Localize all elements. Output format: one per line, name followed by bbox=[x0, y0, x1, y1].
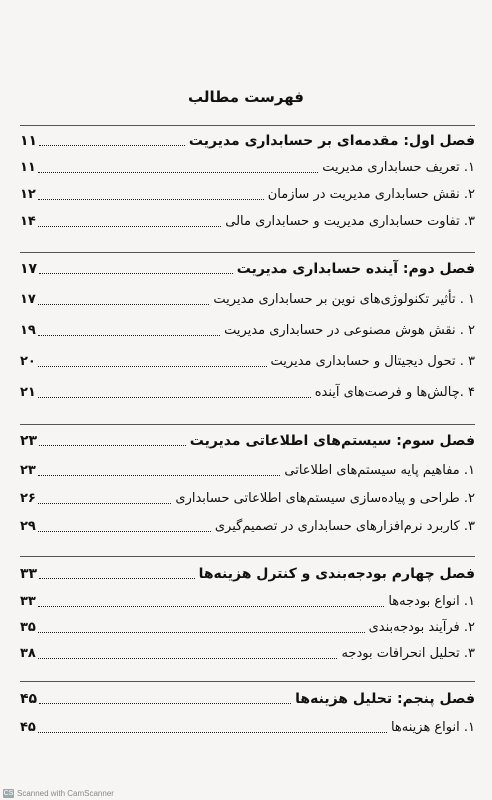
leader-dots bbox=[38, 397, 311, 398]
toc-item bbox=[20, 641, 475, 663]
toc-item-label: ۱. انواع بودجه‌ها bbox=[388, 594, 475, 609]
leader-dots bbox=[38, 335, 220, 336]
chapter-heading: فصل دوم: آینده حسابداری مدیریت bbox=[236, 261, 475, 277]
page-number: ۴۵ bbox=[20, 691, 38, 707]
toc-item bbox=[20, 287, 475, 309]
toc-item-label: ۱. مفاهیم پایه سیستم‌های اطلاعاتی bbox=[284, 463, 475, 478]
chapter-separator bbox=[20, 424, 475, 425]
chapter-separator bbox=[20, 125, 475, 126]
toc-item bbox=[20, 514, 475, 536]
page-number: ۱۲ bbox=[20, 187, 36, 202]
toc-item bbox=[20, 155, 475, 177]
toc-item bbox=[20, 209, 475, 231]
page-number: ۲۱ bbox=[20, 385, 36, 400]
leader-dots bbox=[38, 732, 387, 733]
leader-dots bbox=[39, 578, 195, 579]
chapter-separator bbox=[20, 252, 475, 253]
page-number: ۲۶ bbox=[20, 491, 36, 506]
leader-dots bbox=[38, 531, 211, 532]
page-number: ۱۷ bbox=[20, 261, 38, 277]
page-title: فهرست مطالب bbox=[188, 88, 304, 106]
toc-item-label: ۳. تحلیل انحرافات بودجه bbox=[341, 646, 475, 661]
leader-dots bbox=[38, 366, 267, 367]
camscanner-icon: CS bbox=[3, 789, 14, 797]
page-number: ۱۴ bbox=[20, 214, 36, 229]
leader-dots bbox=[38, 503, 172, 504]
toc-item bbox=[20, 349, 475, 371]
chapter-heading-row bbox=[20, 256, 475, 278]
toc-item bbox=[20, 458, 475, 480]
page-number: ۳۳ bbox=[20, 594, 36, 609]
page-number: ۱۷ bbox=[20, 292, 36, 307]
toc-item-label: ۳. تفاوت حسابداری مدیریت و حسابداری مالی bbox=[225, 214, 475, 229]
chapter-heading: فصل اول: مقدمه‌ای بر حسابداری مدیریت bbox=[188, 133, 475, 149]
toc-item-label: ۱ . تأثیر تکنولوژی‌های نوین بر حسابداری مدیریت bbox=[213, 292, 475, 307]
page-number: ۳۸ bbox=[20, 646, 36, 661]
page-number: ۱۹ bbox=[20, 323, 36, 338]
chapter-heading-row bbox=[20, 128, 475, 150]
leader-dots bbox=[39, 273, 233, 274]
leader-dots bbox=[38, 172, 318, 173]
toc-item-label: ۲. نقش حسابداری مدیریت در سازمان bbox=[267, 187, 475, 202]
toc-item-label: ۱. انواع هزینه‌ها bbox=[390, 720, 475, 735]
page-number: ۱۱ bbox=[20, 160, 36, 175]
page-number: ۳۳ bbox=[20, 566, 38, 582]
leader-dots bbox=[39, 445, 186, 446]
leader-dots bbox=[38, 475, 281, 476]
leader-dots bbox=[39, 703, 291, 704]
watermark-text: Scanned with CamScanner bbox=[17, 788, 114, 798]
leader-dots bbox=[38, 658, 338, 659]
toc-item bbox=[20, 318, 475, 340]
leader-dots bbox=[39, 145, 185, 146]
page-number: ۱۱ bbox=[20, 133, 38, 149]
leader-dots bbox=[38, 199, 264, 200]
chapter-heading-row bbox=[20, 428, 475, 450]
leader-dots bbox=[38, 606, 384, 607]
page-number: ۲۰ bbox=[20, 354, 36, 369]
toc-item bbox=[20, 182, 475, 204]
page-number: ۴۵ bbox=[20, 720, 36, 735]
chapter-heading-row bbox=[20, 561, 475, 583]
page-number: ۲۹ bbox=[20, 519, 36, 534]
chapter-separator bbox=[20, 556, 475, 557]
scanner-watermark bbox=[0, 786, 143, 800]
toc-item bbox=[20, 715, 475, 737]
page-number: ۲۳ bbox=[20, 463, 36, 478]
toc-item bbox=[20, 380, 475, 402]
toc-item bbox=[20, 615, 475, 637]
toc-item-label: ۳ . تحول دیجیتال و حسابداری مدیریت bbox=[270, 354, 475, 369]
toc-item-label: ۳. کاربرد نرم‌افزارهای حسابداری در تصمیم‌گیری bbox=[214, 519, 475, 534]
toc-item bbox=[20, 589, 475, 611]
chapter-heading: فصل سوم: سیستم‌های اطلاعاتی مدیریت bbox=[189, 433, 475, 449]
toc-item-label: ۲. فرآیند بودجه‌بندی bbox=[368, 620, 475, 635]
toc-item-label: ۲. طراحی و پیاده‌سازی سیستم‌های اطلاعاتی حسابداری bbox=[175, 491, 475, 506]
page-number: ۳۵ bbox=[20, 620, 36, 635]
toc-item-label: ۲ . نقش هوش مصنوعی در حسابداری مدیریت bbox=[224, 323, 475, 338]
leader-dots bbox=[38, 304, 210, 305]
chapter-heading-row bbox=[20, 686, 475, 708]
toc-item-label: ۴ .چالش‌ها و فرصت‌های آینده bbox=[314, 385, 475, 400]
chapter-heading: فصل پنجم: تحلیل هزینه‌ها bbox=[295, 691, 475, 707]
leader-dots bbox=[38, 632, 365, 633]
chapter-separator bbox=[20, 681, 475, 682]
toc-item-label: ۱. تعریف حسابداری مدیریت bbox=[322, 160, 475, 175]
chapter-heading: فصل چهارم بودجه‌بندی و کنترل هزینه‌ها bbox=[198, 566, 475, 582]
leader-dots bbox=[38, 226, 221, 227]
toc-item bbox=[20, 486, 475, 508]
page-number: ۲۳ bbox=[20, 433, 38, 449]
